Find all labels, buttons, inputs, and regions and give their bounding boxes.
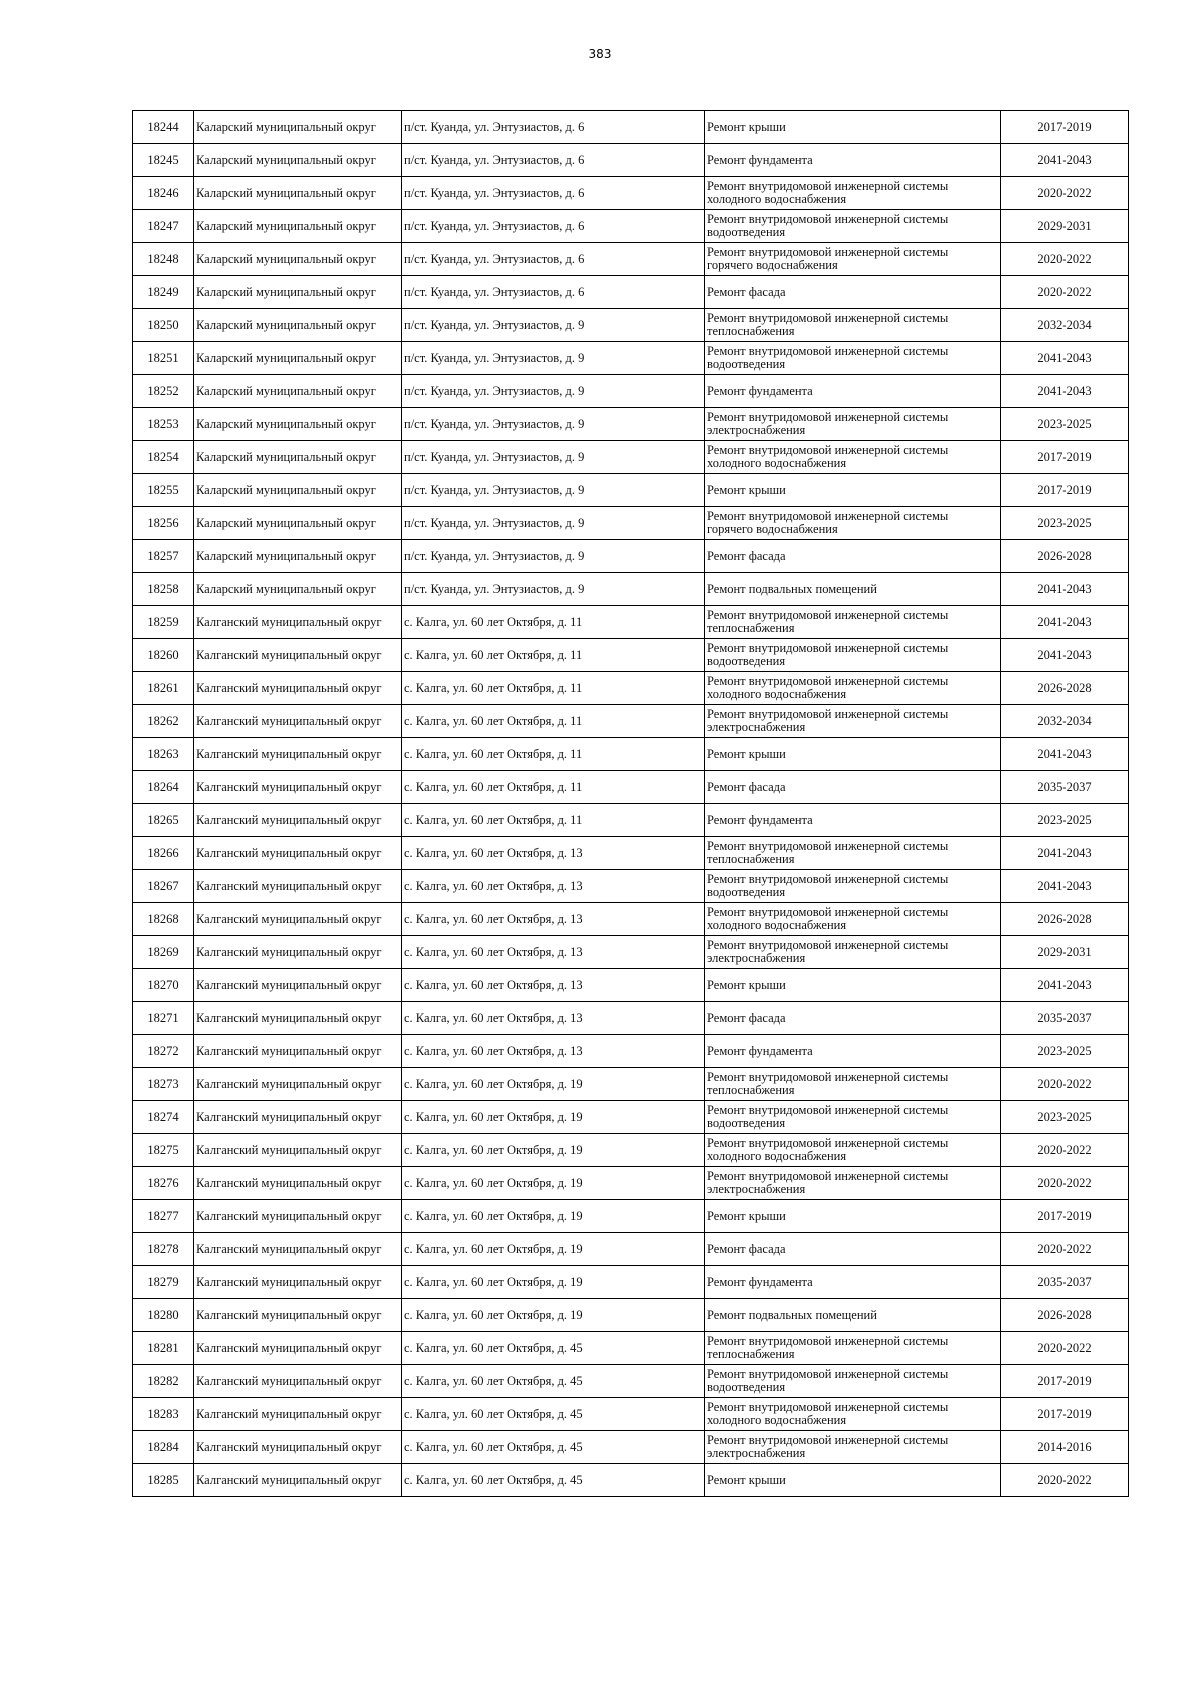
district-cell: Калганский муниципальный округ [194, 1464, 402, 1497]
district-cell: Каларский муниципальный округ [194, 111, 402, 144]
period-cell: 2035-2037 [1001, 1266, 1129, 1299]
work-type-cell: Ремонт внутридомовой инженерной системы водоотведения [705, 870, 1001, 903]
district-cell: Калганский муниципальный округ [194, 606, 402, 639]
period-cell: 2035-2037 [1001, 1002, 1129, 1035]
district-cell: Калганский муниципальный округ [194, 1233, 402, 1266]
table-row [133, 837, 1129, 870]
district-cell: Каларский муниципальный округ [194, 573, 402, 606]
period-cell: 2020-2022 [1001, 1068, 1129, 1101]
address-cell: п/ст. Куанда, ул. Энтузиастов, д. 6 [402, 243, 705, 276]
address-cell: с. Калга, ул. 60 лет Октября, д. 13 [402, 1002, 705, 1035]
table-row [133, 1233, 1129, 1266]
table-body [133, 111, 1129, 1497]
district-cell: Каларский муниципальный округ [194, 441, 402, 474]
table-row [133, 1035, 1129, 1068]
row-number-cell: 18244 [133, 111, 194, 144]
work-type-cell: Ремонт внутридомовой инженерной системы водоотведения [705, 639, 1001, 672]
district-cell: Калганский муниципальный округ [194, 1200, 402, 1233]
row-number-cell: 18249 [133, 276, 194, 309]
work-type-cell: Ремонт внутридомовой инженерной системы электроснабжения [705, 408, 1001, 441]
table-row [133, 342, 1129, 375]
work-type-cell: Ремонт крыши [705, 474, 1001, 507]
district-cell: Калганский муниципальный округ [194, 804, 402, 837]
table-row [133, 936, 1129, 969]
row-number-cell: 18246 [133, 177, 194, 210]
work-type-cell: Ремонт внутридомовой инженерной системы водоотведения [705, 1101, 1001, 1134]
district-cell: Каларский муниципальный округ [194, 375, 402, 408]
table-row [133, 1431, 1129, 1464]
work-type-cell: Ремонт внутридомовой инженерной системы водоотведения [705, 1365, 1001, 1398]
work-type-cell: Ремонт внутридомовой инженерной системы водоотведения [705, 342, 1001, 375]
table-row [133, 1200, 1129, 1233]
district-cell: Каларский муниципальный округ [194, 243, 402, 276]
table-row [133, 672, 1129, 705]
address-cell: с. Калга, ул. 60 лет Октября, д. 45 [402, 1365, 705, 1398]
address-cell: с. Калга, ул. 60 лет Октября, д. 19 [402, 1167, 705, 1200]
district-cell: Калганский муниципальный округ [194, 903, 402, 936]
district-cell: Калганский муниципальный округ [194, 870, 402, 903]
period-cell: 2029-2031 [1001, 210, 1129, 243]
work-type-cell: Ремонт фасада [705, 1002, 1001, 1035]
row-number-cell: 18279 [133, 1266, 194, 1299]
row-number-cell: 18280 [133, 1299, 194, 1332]
table-row [133, 507, 1129, 540]
period-cell: 2032-2034 [1001, 705, 1129, 738]
work-type-cell: Ремонт фасада [705, 1233, 1001, 1266]
address-cell: с. Калга, ул. 60 лет Октября, д. 19 [402, 1200, 705, 1233]
work-type-cell: Ремонт крыши [705, 1464, 1001, 1497]
period-cell: 2020-2022 [1001, 177, 1129, 210]
work-type-cell: Ремонт крыши [705, 969, 1001, 1002]
table-row [133, 606, 1129, 639]
work-type-cell: Ремонт внутридомовой инженерной системы электроснабжения [705, 1167, 1001, 1200]
table-row [133, 441, 1129, 474]
table-row [133, 771, 1129, 804]
period-cell: 2026-2028 [1001, 540, 1129, 573]
row-number-cell: 18274 [133, 1101, 194, 1134]
work-type-cell: Ремонт фасада [705, 771, 1001, 804]
work-type-cell: Ремонт подвальных помещений [705, 573, 1001, 606]
district-cell: Каларский муниципальный округ [194, 342, 402, 375]
row-number-cell: 18248 [133, 243, 194, 276]
row-number-cell: 18266 [133, 837, 194, 870]
row-number-cell: 18276 [133, 1167, 194, 1200]
row-number-cell: 18273 [133, 1068, 194, 1101]
row-number-cell: 18271 [133, 1002, 194, 1035]
period-cell: 2023-2025 [1001, 804, 1129, 837]
table-row [133, 1002, 1129, 1035]
period-cell: 2029-2031 [1001, 936, 1129, 969]
work-type-cell: Ремонт фундамента [705, 1035, 1001, 1068]
district-cell: Калганский муниципальный округ [194, 1002, 402, 1035]
period-cell: 2023-2025 [1001, 408, 1129, 441]
address-cell: с. Калга, ул. 60 лет Октября, д. 19 [402, 1068, 705, 1101]
district-cell: Калганский муниципальный округ [194, 1134, 402, 1167]
period-cell: 2014-2016 [1001, 1431, 1129, 1464]
period-cell: 2017-2019 [1001, 111, 1129, 144]
row-number-cell: 18257 [133, 540, 194, 573]
period-cell: 2020-2022 [1001, 243, 1129, 276]
table-row [133, 969, 1129, 1002]
table-row [133, 639, 1129, 672]
address-cell: с. Калга, ул. 60 лет Октября, д. 11 [402, 738, 705, 771]
period-cell: 2026-2028 [1001, 672, 1129, 705]
district-cell: Каларский муниципальный округ [194, 474, 402, 507]
row-number-cell: 18253 [133, 408, 194, 441]
period-cell: 2017-2019 [1001, 1365, 1129, 1398]
period-cell: 2023-2025 [1001, 1101, 1129, 1134]
period-cell: 2041-2043 [1001, 375, 1129, 408]
work-type-cell: Ремонт крыши [705, 1200, 1001, 1233]
district-cell: Калганский муниципальный округ [194, 1332, 402, 1365]
address-cell: п/ст. Куанда, ул. Энтузиастов, д. 9 [402, 309, 705, 342]
row-number-cell: 18269 [133, 936, 194, 969]
row-number-cell: 18250 [133, 309, 194, 342]
address-cell: п/ст. Куанда, ул. Энтузиастов, д. 9 [402, 540, 705, 573]
period-cell: 2023-2025 [1001, 507, 1129, 540]
period-cell: 2023-2025 [1001, 1035, 1129, 1068]
district-cell: Калганский муниципальный округ [194, 936, 402, 969]
address-cell: п/ст. Куанда, ул. Энтузиастов, д. 6 [402, 276, 705, 309]
work-type-cell: Ремонт внутридомовой инженерной системы электроснабжения [705, 705, 1001, 738]
row-number-cell: 18263 [133, 738, 194, 771]
table-row [133, 210, 1129, 243]
table-row [133, 474, 1129, 507]
address-cell: с. Калга, ул. 60 лет Октября, д. 11 [402, 606, 705, 639]
table-row [133, 804, 1129, 837]
address-cell: с. Калга, ул. 60 лет Октября, д. 45 [402, 1332, 705, 1365]
period-cell: 2020-2022 [1001, 1332, 1129, 1365]
row-number-cell: 18245 [133, 144, 194, 177]
address-cell: п/ст. Куанда, ул. Энтузиастов, д. 6 [402, 144, 705, 177]
district-cell: Калганский муниципальный округ [194, 705, 402, 738]
address-cell: с. Калга, ул. 60 лет Октября, д. 19 [402, 1299, 705, 1332]
table-row [133, 375, 1129, 408]
address-cell: п/ст. Куанда, ул. Энтузиастов, д. 6 [402, 210, 705, 243]
work-type-cell: Ремонт внутридомовой инженерной системы холодного водоснабжения [705, 672, 1001, 705]
district-cell: Калганский муниципальный округ [194, 1365, 402, 1398]
work-type-cell: Ремонт внутридомовой инженерной системы электроснабжения [705, 1431, 1001, 1464]
district-cell: Калганский муниципальный округ [194, 1035, 402, 1068]
address-cell: с. Калга, ул. 60 лет Октября, д. 45 [402, 1464, 705, 1497]
table-row [133, 1068, 1129, 1101]
row-number-cell: 18272 [133, 1035, 194, 1068]
district-cell: Калганский муниципальный округ [194, 1266, 402, 1299]
table-row [133, 870, 1129, 903]
address-cell: с. Калга, ул. 60 лет Октября, д. 19 [402, 1233, 705, 1266]
work-type-cell: Ремонт внутридомовой инженерной системы водоотведения [705, 210, 1001, 243]
address-cell: п/ст. Куанда, ул. Энтузиастов, д. 9 [402, 342, 705, 375]
work-type-cell: Ремонт фасада [705, 276, 1001, 309]
district-cell: Калганский муниципальный округ [194, 837, 402, 870]
work-type-cell: Ремонт внутридомовой инженерной системы холодного водоснабжения [705, 441, 1001, 474]
work-type-cell: Ремонт внутридомовой инженерной системы электроснабжения [705, 936, 1001, 969]
period-cell: 2041-2043 [1001, 837, 1129, 870]
row-number-cell: 18259 [133, 606, 194, 639]
work-type-cell: Ремонт внутридомовой инженерной системы теплоснабжения [705, 309, 1001, 342]
period-cell: 2041-2043 [1001, 870, 1129, 903]
table-row [133, 1464, 1129, 1497]
district-cell: Каларский муниципальный округ [194, 507, 402, 540]
row-number-cell: 18275 [133, 1134, 194, 1167]
period-cell: 2026-2028 [1001, 1299, 1129, 1332]
district-cell: Калганский муниципальный округ [194, 738, 402, 771]
table-row [133, 573, 1129, 606]
address-cell: п/ст. Куанда, ул. Энтузиастов, д. 6 [402, 111, 705, 144]
row-number-cell: 18264 [133, 771, 194, 804]
address-cell: с. Калга, ул. 60 лет Октября, д. 19 [402, 1134, 705, 1167]
period-cell: 2032-2034 [1001, 309, 1129, 342]
table-row [133, 1134, 1129, 1167]
district-cell: Калганский муниципальный округ [194, 1101, 402, 1134]
district-cell: Калганский муниципальный округ [194, 1431, 402, 1464]
table-row [133, 540, 1129, 573]
address-cell: п/ст. Куанда, ул. Энтузиастов, д. 9 [402, 573, 705, 606]
table-row [133, 903, 1129, 936]
period-cell: 2041-2043 [1001, 969, 1129, 1002]
work-type-cell: Ремонт внутридомовой инженерной системы холодного водоснабжения [705, 1398, 1001, 1431]
row-number-cell: 18261 [133, 672, 194, 705]
address-cell: с. Калга, ул. 60 лет Октября, д. 11 [402, 804, 705, 837]
period-cell: 2017-2019 [1001, 1200, 1129, 1233]
row-number-cell: 18260 [133, 639, 194, 672]
row-number-cell: 18278 [133, 1233, 194, 1266]
row-number-cell: 18285 [133, 1464, 194, 1497]
address-cell: п/ст. Куанда, ул. Энтузиастов, д. 9 [402, 441, 705, 474]
period-cell: 2041-2043 [1001, 573, 1129, 606]
table-row [133, 1365, 1129, 1398]
table-row [133, 1299, 1129, 1332]
row-number-cell: 18267 [133, 870, 194, 903]
district-cell: Каларский муниципальный округ [194, 309, 402, 342]
address-cell: с. Калга, ул. 60 лет Октября, д. 13 [402, 1035, 705, 1068]
period-cell: 2026-2028 [1001, 903, 1129, 936]
work-type-cell: Ремонт крыши [705, 111, 1001, 144]
address-cell: с. Калга, ул. 60 лет Октября, д. 13 [402, 969, 705, 1002]
work-type-cell: Ремонт внутридомовой инженерной системы горячего водоснабжения [705, 243, 1001, 276]
district-cell: Калганский муниципальный округ [194, 969, 402, 1002]
table-row [133, 144, 1129, 177]
period-cell: 2041-2043 [1001, 738, 1129, 771]
address-cell: с. Калга, ул. 60 лет Октября, д. 45 [402, 1431, 705, 1464]
address-cell: с. Калга, ул. 60 лет Октября, д. 13 [402, 870, 705, 903]
district-cell: Каларский муниципальный округ [194, 210, 402, 243]
table-row [133, 408, 1129, 441]
row-number-cell: 18283 [133, 1398, 194, 1431]
table-row [133, 705, 1129, 738]
address-cell: с. Калга, ул. 60 лет Октября, д. 19 [402, 1101, 705, 1134]
district-cell: Каларский муниципальный округ [194, 276, 402, 309]
address-cell: с. Калга, ул. 60 лет Октября, д. 11 [402, 771, 705, 804]
work-type-cell: Ремонт внутридомовой инженерной системы теплоснабжения [705, 1068, 1001, 1101]
period-cell: 2041-2043 [1001, 342, 1129, 375]
period-cell: 2020-2022 [1001, 276, 1129, 309]
work-type-cell: Ремонт внутридомовой инженерной системы горячего водоснабжения [705, 507, 1001, 540]
period-cell: 2041-2043 [1001, 606, 1129, 639]
row-number-cell: 18282 [133, 1365, 194, 1398]
row-number-cell: 18262 [133, 705, 194, 738]
table-row [133, 243, 1129, 276]
page-number: 383 [588, 47, 612, 61]
work-type-cell: Ремонт крыши [705, 738, 1001, 771]
work-type-cell: Ремонт внутридомовой инженерной системы теплоснабжения [705, 606, 1001, 639]
table-row [133, 111, 1129, 144]
work-type-cell: Ремонт внутридомовой инженерной системы холодного водоснабжения [705, 1134, 1001, 1167]
row-number-cell: 18254 [133, 441, 194, 474]
work-type-cell: Ремонт фундамента [705, 144, 1001, 177]
work-type-cell: Ремонт внутридомовой инженерной системы теплоснабжения [705, 837, 1001, 870]
address-cell: с. Калга, ул. 60 лет Октября, д. 11 [402, 705, 705, 738]
work-type-cell: Ремонт фасада [705, 540, 1001, 573]
row-number-cell: 18281 [133, 1332, 194, 1365]
work-type-cell: Ремонт внутридомовой инженерной системы холодного водоснабжения [705, 177, 1001, 210]
row-number-cell: 18270 [133, 969, 194, 1002]
district-cell: Калганский муниципальный округ [194, 672, 402, 705]
period-cell: 2035-2037 [1001, 771, 1129, 804]
district-cell: Калганский муниципальный округ [194, 1167, 402, 1200]
address-cell: п/ст. Куанда, ул. Энтузиастов, д. 9 [402, 408, 705, 441]
address-cell: с. Калга, ул. 60 лет Октября, д. 13 [402, 936, 705, 969]
row-number-cell: 18247 [133, 210, 194, 243]
work-type-cell: Ремонт внутридомовой инженерной системы холодного водоснабжения [705, 903, 1001, 936]
address-cell: п/ст. Куанда, ул. Энтузиастов, д. 9 [402, 375, 705, 408]
table-row [133, 1266, 1129, 1299]
work-type-cell: Ремонт внутридомовой инженерной системы теплоснабжения [705, 1332, 1001, 1365]
district-cell: Калганский муниципальный округ [194, 1068, 402, 1101]
address-cell: с. Калга, ул. 60 лет Октября, д. 45 [402, 1398, 705, 1431]
row-number-cell: 18268 [133, 903, 194, 936]
row-number-cell: 18265 [133, 804, 194, 837]
period-cell: 2017-2019 [1001, 474, 1129, 507]
table-row [133, 1167, 1129, 1200]
district-cell: Калганский муниципальный округ [194, 639, 402, 672]
period-cell: 2020-2022 [1001, 1464, 1129, 1497]
address-cell: п/ст. Куанда, ул. Энтузиастов, д. 6 [402, 177, 705, 210]
table-row [133, 309, 1129, 342]
table-row [133, 276, 1129, 309]
work-type-cell: Ремонт фундамента [705, 375, 1001, 408]
address-cell: с. Калга, ул. 60 лет Октября, д. 13 [402, 903, 705, 936]
work-type-cell: Ремонт подвальных помещений [705, 1299, 1001, 1332]
district-cell: Калганский муниципальный округ [194, 1398, 402, 1431]
row-number-cell: 18284 [133, 1431, 194, 1464]
table-row [133, 177, 1129, 210]
table-row [133, 1398, 1129, 1431]
row-number-cell: 18251 [133, 342, 194, 375]
row-number-cell: 18255 [133, 474, 194, 507]
table-row [133, 1332, 1129, 1365]
period-cell: 2017-2019 [1001, 441, 1129, 474]
period-cell: 2020-2022 [1001, 1233, 1129, 1266]
row-number-cell: 18277 [133, 1200, 194, 1233]
row-number-cell: 18256 [133, 507, 194, 540]
district-cell: Каларский муниципальный округ [194, 540, 402, 573]
period-cell: 2020-2022 [1001, 1167, 1129, 1200]
address-cell: с. Калга, ул. 60 лет Октября, д. 11 [402, 672, 705, 705]
row-number-cell: 18252 [133, 375, 194, 408]
work-type-cell: Ремонт фундамента [705, 1266, 1001, 1299]
district-cell: Каларский муниципальный округ [194, 408, 402, 441]
address-cell: с. Калга, ул. 60 лет Октября, д. 13 [402, 837, 705, 870]
period-cell: 2041-2043 [1001, 144, 1129, 177]
district-cell: Каларский муниципальный округ [194, 177, 402, 210]
period-cell: 2041-2043 [1001, 639, 1129, 672]
address-cell: п/ст. Куанда, ул. Энтузиастов, д. 9 [402, 474, 705, 507]
district-cell: Каларский муниципальный округ [194, 144, 402, 177]
repair-schedule-table [132, 110, 1129, 1497]
period-cell: 2017-2019 [1001, 1398, 1129, 1431]
row-number-cell: 18258 [133, 573, 194, 606]
district-cell: Калганский муниципальный округ [194, 1299, 402, 1332]
table-row [133, 1101, 1129, 1134]
district-cell: Калганский муниципальный округ [194, 771, 402, 804]
address-cell: п/ст. Куанда, ул. Энтузиастов, д. 9 [402, 507, 705, 540]
period-cell: 2020-2022 [1001, 1134, 1129, 1167]
work-type-cell: Ремонт фундамента [705, 804, 1001, 837]
table-row [133, 738, 1129, 771]
address-cell: с. Калга, ул. 60 лет Октября, д. 19 [402, 1266, 705, 1299]
address-cell: с. Калга, ул. 60 лет Октября, д. 11 [402, 639, 705, 672]
